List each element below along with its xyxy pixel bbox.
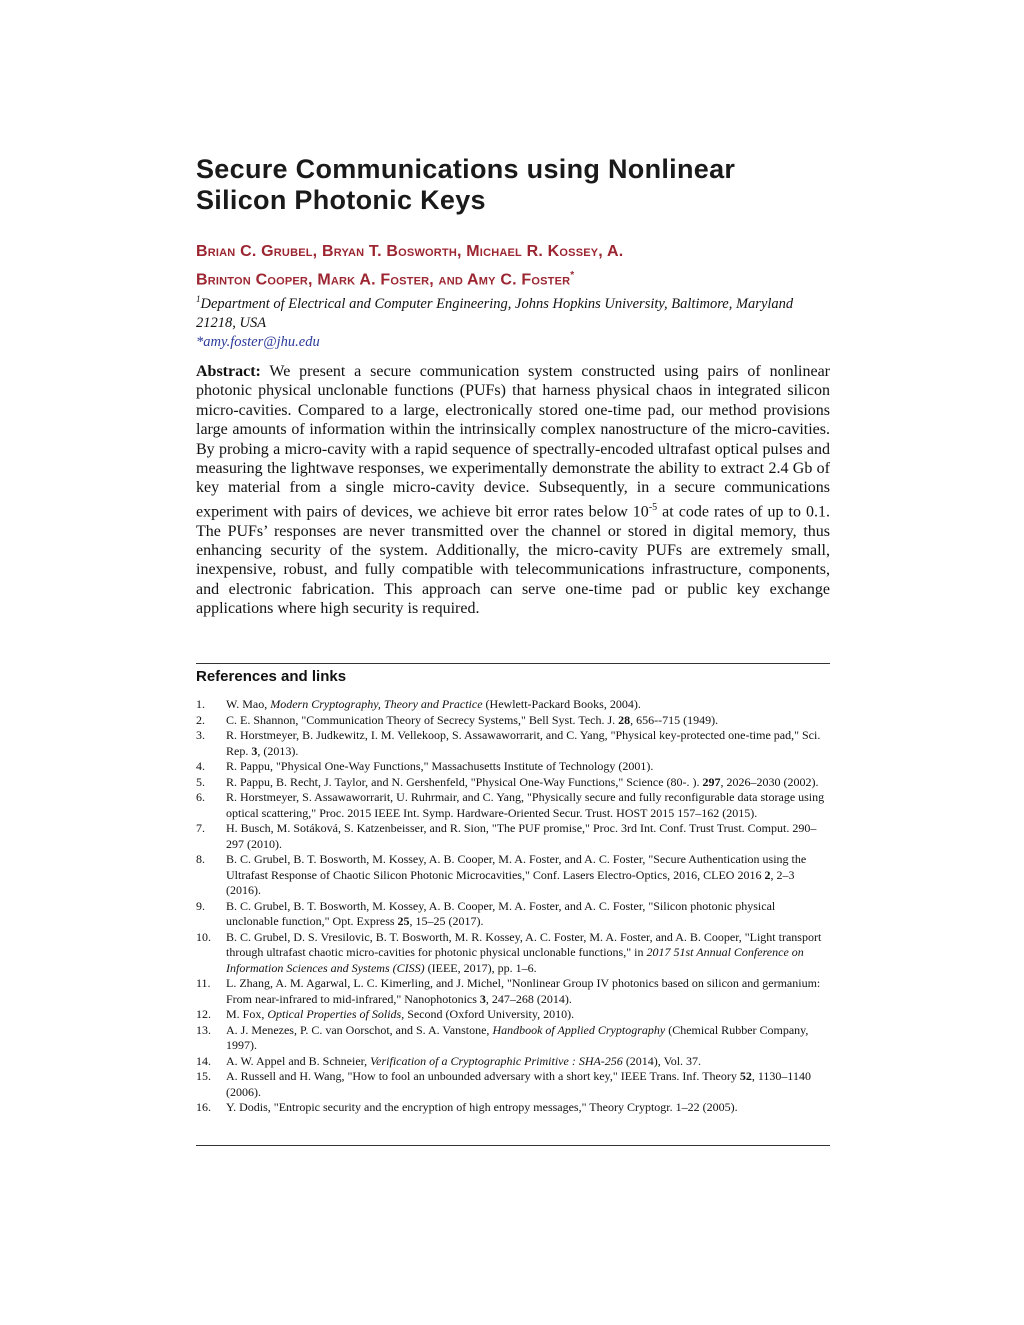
reference-text: , (2013).	[257, 743, 299, 758]
reference-number: 11.	[196, 976, 211, 990]
title-line-2: Silicon Photonic Keys	[196, 185, 486, 215]
affiliation-text: Department of Electrical and Computer Engineering, Johns Hopkins University, Baltimore, Maryland 21218, USA	[196, 295, 794, 331]
author-list	[196, 240, 830, 292]
reference-text: B. C. Grubel, B. T. Bosworth, M. Kossey, A. B. Cooper, M. A. Foster, and A. C. Foster, "Secure Authentication using the Ultrafast Response of Chaotic Silicon Photonic Microcavities," Conf. Lasers Electro-Optics, 2016, CLEO 2016	[226, 852, 807, 882]
reference-text: A. Russell and H. Wang, "How to fool an unbounded adversary with a short key," IEEE Trans. Inf. Theory	[226, 1069, 740, 1083]
reference-text: (Chemical Rubber Company, 1997).	[226, 1022, 809, 1052]
reference-text: 28	[618, 712, 631, 727]
reference-text: R. Pappu, "Physical One-Way Functions," Massachusetts Institute of Technology (2001).	[226, 759, 654, 773]
reference-number: 1.	[196, 697, 205, 711]
reference-number: 2.	[196, 712, 205, 727]
affiliation	[196, 290, 830, 333]
reference-text: A. J. Menezes, P. C. van Oorschot, and S. A. Vanstone,	[226, 1022, 493, 1037]
reference-number: 6.	[196, 790, 205, 804]
reference-item	[196, 821, 830, 852]
reference-text: (2014), Vol. 37.	[622, 1053, 702, 1068]
reference-text: W. Mao,	[226, 697, 271, 711]
abstract-text-2: at code rates of up to 0.1. The PUFs’ responses are never transmitted over the channel or stored in digital memory, thus enhancing security of the system. Additionally, the micro-cavity PUFs are extremely small, inexpensive, robust, and fully compatible with telecommunications infrastructure, components, and electronic fabrication. This approach can serve one-time pad or public key exchange applications where high security is required.	[196, 503, 831, 618]
reference-number: 8.	[196, 852, 205, 866]
reference-text: R. Horstmeyer, S. Assawaworrarit, U. Ruhrmair, and C. Yang, "Physically secure and fully reconfigurable data storage using optical scattering," Proc. 2015 IEEE Int. Symp. Hardware-Oriented Secur. Trust. HOST 2015 157–162 (2015).	[226, 790, 825, 820]
reference-text: C. E. Shannon, "Communication Theory of Secrecy Systems," Bell Syst. Tech. J.	[226, 712, 619, 727]
reference-text: Modern Cryptography, Theory and Practice	[270, 697, 483, 711]
reference-text: 3	[251, 743, 258, 758]
reference-text: B. C. Grubel, D. S. Vresilovic, B. T. Bosworth, M. R. Kossey, A. C. Foster, M. A. Foster, and A. B. Cooper, "Light transport through ultrafast chaotic micro-cavities for photonic physical unclonable functions," in	[226, 929, 822, 959]
references-top-rule	[196, 663, 830, 664]
reference-text: H. Busch, M. Sotáková, S. Katzenbeisser, and R. Sion, "The PUF promise," Proc. 3rd Int. Conf. Trust Trust. Comput. 290–297 (2010).	[226, 821, 817, 851]
reference-text: L. Zhang, A. M. Agarwal, L. C. Kimerling, and J. Michel, "Nonlinear Group IV photonics based on silicon and germanium: From near-infrared to mid-infrared," Nanophotonics	[226, 976, 821, 1006]
reference-text: Y. Dodis, "Entropic security and the encryption of high entropy messages," Theory Cryptogr. 1–22 (2005).	[226, 1100, 738, 1114]
reference-item	[196, 976, 830, 1007]
reference-text: , 2026–2030 (2002).	[720, 774, 819, 789]
reference-item	[196, 1054, 830, 1070]
reference-text: Handbook of Applied Cryptography	[492, 1022, 666, 1037]
reference-number: 10.	[196, 929, 211, 944]
reference-item	[196, 852, 830, 899]
reference-number: 3.	[196, 728, 205, 742]
reference-text: A. W. Appel and B. Schneier,	[226, 1053, 371, 1068]
reference-number: 16.	[196, 1100, 211, 1114]
reference-item	[196, 697, 830, 713]
reference-item	[196, 713, 830, 729]
references-bottom-rule	[196, 1145, 830, 1146]
corresponding-author-mark: *	[570, 270, 575, 281]
reference-text: 2017 51st Annual Conference on Information Sciences and Systems (CISS)	[226, 945, 804, 975]
reference-item	[196, 728, 830, 759]
reference-text: 25	[397, 914, 410, 928]
reference-text: M. Fox,	[226, 1007, 268, 1021]
paper-title	[196, 154, 830, 216]
reference-item	[196, 899, 830, 930]
reference-text: , 2–3 (2016).	[226, 867, 795, 897]
reference-text: , 1130–1140 (2006).	[226, 1069, 811, 1099]
reference-list	[196, 697, 830, 1116]
reference-item	[196, 1007, 830, 1023]
reference-number: 13.	[196, 1022, 211, 1037]
reference-text: Verification of a Cryptographic Primitive : SHA-256	[370, 1053, 623, 1068]
abstract-text-1: We present a secure communication system constructed using pairs of nonlinear photonic physical unclonable functions (PUFs) that harness physical chaos in integrated silicon micro-cavities. Compared to a large, electronically stored one-time pad, our method provisions large amounts of information within the intrinsically complex nanostructure of the micro-cavities. By probing a micro-cavity with a rapid sequence of spectrally-encoded ultrafast optical pulses and measuring the lightwave responses, we experimentally demonstrate the ability to extract 2.4 Gb of key material from a single micro-cavity device. Subsequently, in a secure communications experiment with pairs of devices, we achieve bit error rates below 10	[196, 363, 830, 521]
reference-text: , Second (Oxford University, 2010).	[401, 1007, 575, 1021]
reference-text: (Hewlett-Packard Books, 2004).	[482, 697, 641, 711]
reference-number: 7.	[196, 821, 205, 835]
email-link[interactable]: *amy.foster@jhu.edu	[196, 333, 320, 350]
reference-number: 9.	[196, 898, 205, 913]
reference-text: 3	[479, 991, 486, 1006]
reference-text: 52	[739, 1069, 752, 1083]
authors-line-2: Brinton Cooper, Mark A. Foster, and Amy C. Foster	[196, 271, 571, 289]
reference-number: 12.	[196, 1007, 211, 1021]
reference-text: R. Horstmeyer, B. Judkewitz, I. M. Vellekoop, S. Assawaworrarit, and C. Yang, "Physical key-protected one-time pad," Sci. Rep.	[226, 728, 821, 758]
reference-item	[196, 790, 830, 821]
abstract-exponent: -5	[648, 501, 658, 513]
affiliation-block	[196, 290, 830, 352]
reference-number: 4.	[196, 759, 205, 773]
reference-number: 14.	[196, 1053, 211, 1068]
reference-item	[196, 1023, 830, 1054]
reference-text: (IEEE, 2017), pp. 1–6.	[424, 960, 537, 975]
reference-text: Optical Properties of Solids	[267, 1007, 402, 1021]
reference-text: , 656--715 (1949).	[630, 712, 719, 727]
reference-text: , 247–268 (2014).	[485, 991, 572, 1006]
reference-number: 5.	[196, 774, 205, 789]
authors-line-1: Brian C. Grubel, Bryan T. Bosworth, Michael R. Kossey, A.	[196, 243, 624, 260]
reference-text: B. C. Grubel, B. T. Bosworth, M. Kossey, A. B. Cooper, M. A. Foster, and A. C. Foster, "Silicon photonic physical unclonable function," Opt. Express	[226, 898, 776, 928]
reference-number: 15.	[196, 1069, 211, 1083]
reference-text: R. Pappu, B. Recht, J. Taylor, and N. Gershenfeld, "Physical One-Way Functions," Science (80-. ).	[226, 774, 703, 789]
abstract	[196, 362, 830, 619]
reference-item	[196, 930, 830, 977]
reference-item	[196, 1100, 830, 1116]
reference-item	[196, 775, 830, 791]
reference-item	[196, 759, 830, 775]
title-line-1: Secure Communications using Nonlinear	[196, 154, 736, 184]
affiliation-mark: 1	[196, 294, 201, 304]
reference-item	[196, 1069, 830, 1100]
abstract-label: Abstract:	[196, 363, 261, 380]
reference-text: 2	[764, 867, 771, 882]
reference-text: 297	[702, 774, 721, 789]
references-heading: References and links	[196, 668, 347, 685]
reference-text: , 15–25 (2017).	[409, 914, 484, 928]
